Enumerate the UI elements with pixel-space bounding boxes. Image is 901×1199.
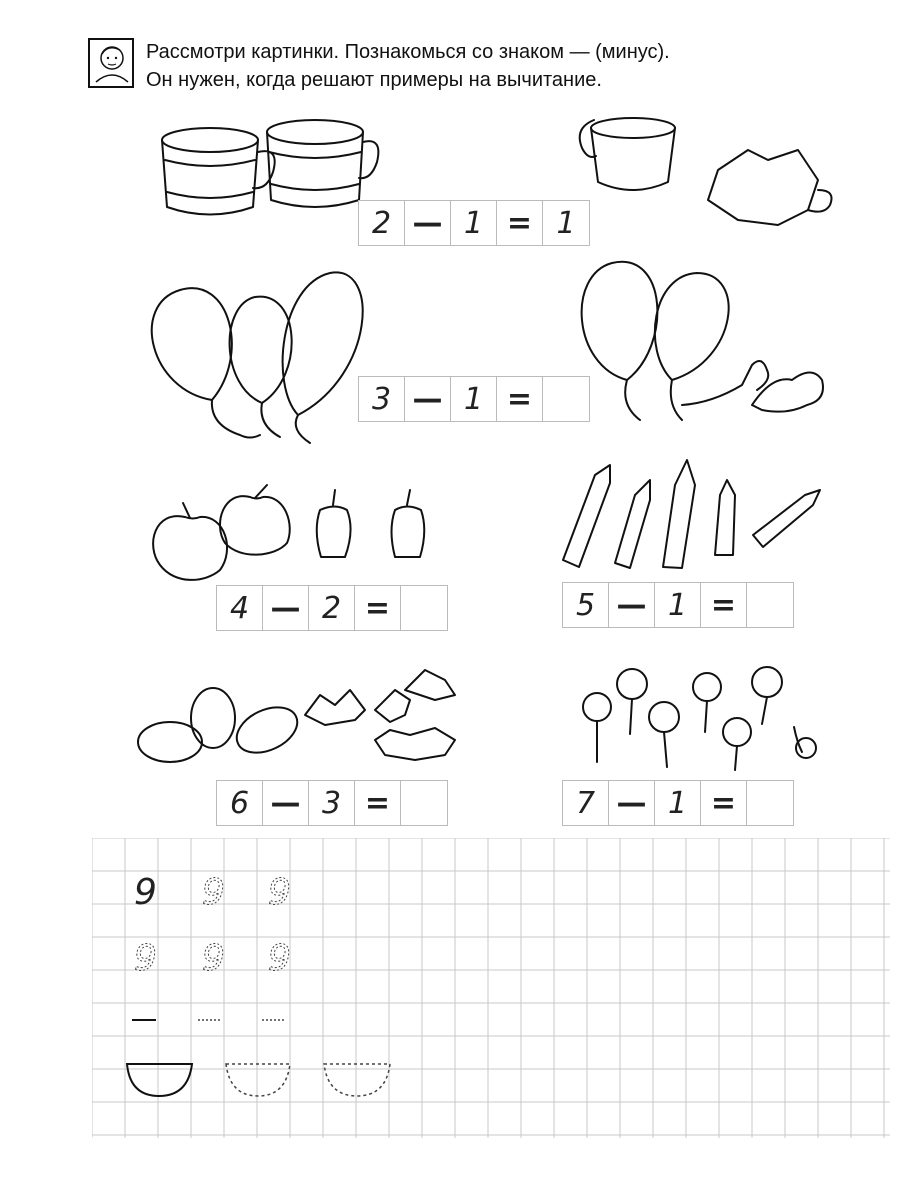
apples-and-cores-picture xyxy=(145,485,435,585)
traced-digit-nine: 9 xyxy=(202,872,225,913)
three-balloons-picture xyxy=(140,265,380,445)
eq5-cell-3: 3 xyxy=(309,781,355,825)
exercise-5-equation xyxy=(216,780,448,826)
eq5-cell-1: 6 xyxy=(217,781,263,825)
eq4-cell-2: — xyxy=(609,583,655,627)
eq6-cell-1: 7 xyxy=(563,781,609,825)
eq2-cell-5[interactable] xyxy=(543,377,589,421)
eq4-cell-4: = xyxy=(701,583,747,627)
eq4-cell-3: 1 xyxy=(655,583,701,627)
flowers-picture xyxy=(572,662,832,772)
pencils-picture xyxy=(555,455,845,580)
eq6-cell-5[interactable] xyxy=(747,781,793,825)
instruction-line-2: Он нужен, когда решают примеры на вычитание. xyxy=(146,69,602,91)
eq3-cell-1: 4 xyxy=(217,586,263,630)
eq1-cell-3: 1 xyxy=(451,201,497,245)
eq5-cell-4: = xyxy=(355,781,401,825)
eq3-cell-3: 2 xyxy=(309,586,355,630)
exercise-2-equation xyxy=(358,376,590,422)
eq3-cell-4: = xyxy=(355,586,401,630)
copybook-grid[interactable] xyxy=(92,838,890,1138)
exercise-1-equation xyxy=(358,200,590,246)
eq3-cell-2: — xyxy=(263,586,309,630)
eq1-cell-2: — xyxy=(405,201,451,245)
eggs-and-shells-picture xyxy=(135,660,475,770)
traced-digit-nine: 9 xyxy=(134,938,157,979)
eq6-cell-2: — xyxy=(609,781,655,825)
eq3-cell-5[interactable] xyxy=(401,586,447,630)
eq1-cell-5[interactable]: 1 xyxy=(556,205,576,241)
eq1-cell-4: = xyxy=(497,201,543,245)
eq2-cell-2: — xyxy=(405,377,451,421)
eq6-cell-3: 1 xyxy=(655,781,701,825)
eq4-cell-1: 5 xyxy=(563,583,609,627)
eq2-cell-3: 1 xyxy=(451,377,497,421)
eq2-cell-4: = xyxy=(497,377,543,421)
exercise-4-equation xyxy=(562,582,794,628)
traced-digit-nine: 9 xyxy=(268,938,291,979)
eq4-cell-5[interactable] xyxy=(747,583,793,627)
traced-digit-nine: 9 xyxy=(268,872,291,913)
cup-and-broken-cup-picture xyxy=(568,110,838,235)
eq6-cell-4: = xyxy=(701,781,747,825)
traced-digit-nine: 9 xyxy=(202,938,225,979)
eq5-cell-2: — xyxy=(263,781,309,825)
eq1-cell-1: 2 xyxy=(359,201,405,245)
sample-digit-nine: 9 xyxy=(134,872,157,913)
exercise-3-equation xyxy=(216,585,448,631)
two-cups-picture xyxy=(155,112,385,227)
exercise-6-equation xyxy=(562,780,794,826)
reading-boy-icon xyxy=(88,38,134,88)
eq2-cell-1: 3 xyxy=(359,377,405,421)
eq5-cell-5[interactable] xyxy=(401,781,447,825)
instruction-line-1: Рассмотри картинки. Познакомься со знаком — (минус). xyxy=(146,41,670,63)
balloons-and-popped-balloon-picture xyxy=(572,255,842,430)
